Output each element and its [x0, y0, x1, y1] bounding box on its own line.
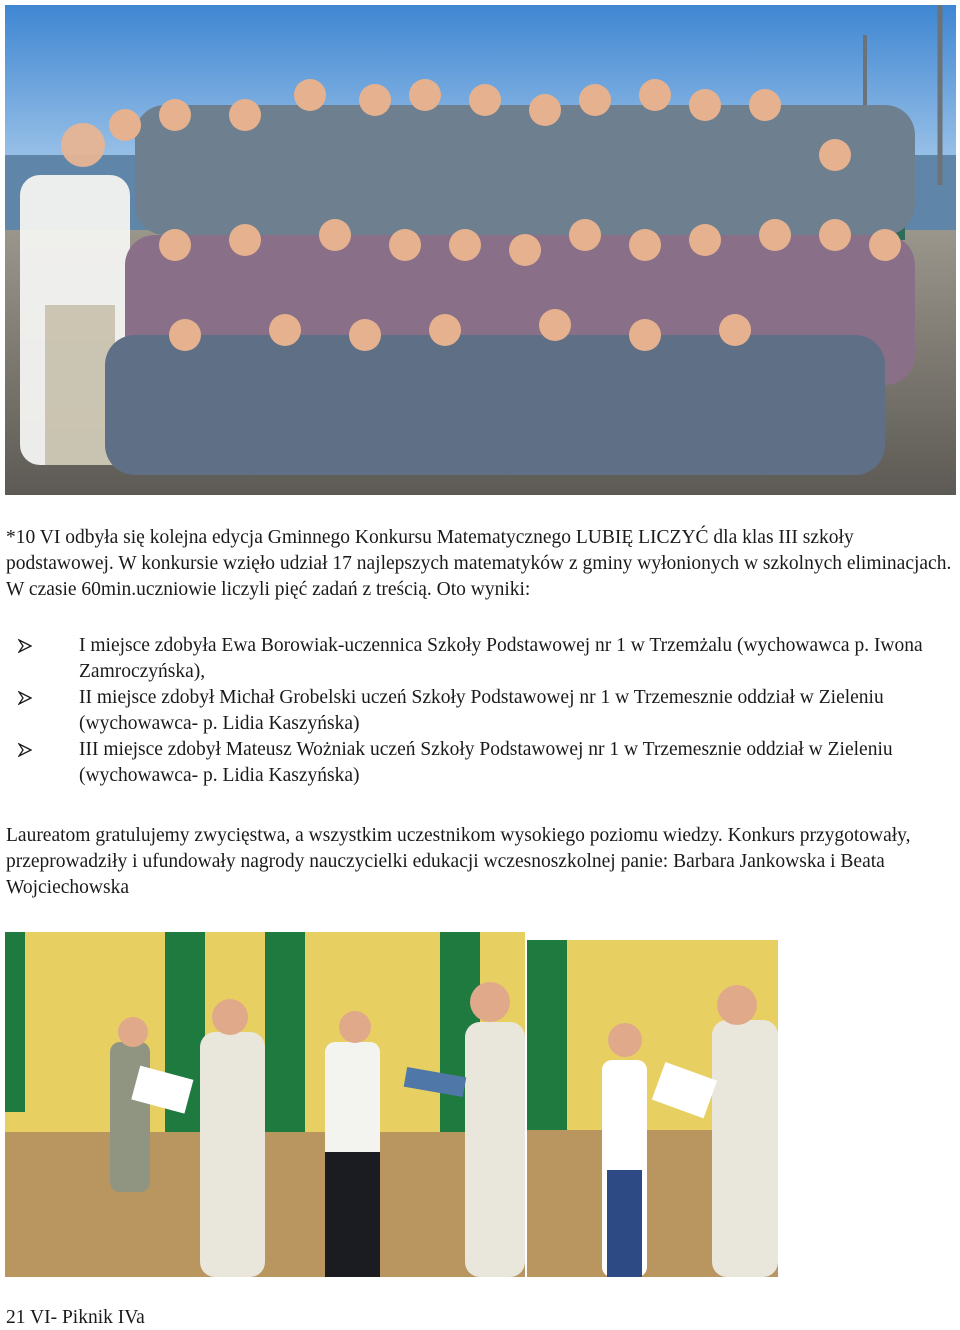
ceremony-photo-3	[527, 940, 778, 1277]
list-item	[18, 737, 954, 789]
ceremony-photo-2	[265, 932, 525, 1277]
results-list	[18, 633, 954, 789]
group-photo	[5, 5, 956, 495]
result-second-place: II miejsce zdobył Michał Grobelski uczeń Szkoły Podstawowej nr 1 w Trzemesznie oddział w Zieleniu (wychowawca- p. Lidia Kaszyńska)	[79, 687, 884, 734]
list-item	[18, 685, 954, 737]
section-heading: 21 VI- Piknik IVa	[6, 1307, 145, 1328]
arrow-bullet-icon	[18, 691, 32, 705]
intro-paragraph: *10 VI odbyła się kolejna edycja Gminnego Konkursu Matematycznego LUBIĘ LICZYĆ dla klas III szkoły podstawowej. W konkursie wzięło udział 17 najlepszych matematyków z gminy wyłonionych w szkolnych eliminacjach. W czasie 60min.uczniowie liczyli pięć zadań z treścią. Oto wyniki:	[6, 527, 952, 600]
result-third-place: III miejsce zdobył Mateusz Wożniak uczeń Szkoły Podstawowej nr 1 w Trzemesznie oddział w Zieleniu (wychowawca- p. Lidia Kaszyńska)	[79, 739, 893, 786]
ceremony-photo-1	[5, 932, 265, 1277]
arrow-bullet-icon	[18, 743, 32, 757]
closing-paragraph: Laureatom gratulujemy zwycięstwa, a wszystkim uczestnikom wysokiego poziomu wiedzy. Konkurs przygotowały, przeprowadziły i ufundowały nagrody nauczycielki edukacji wczesnoszkolnej panie: Barbara Jankowska i Beata Wojciechowska	[6, 825, 911, 898]
list-item	[18, 633, 954, 685]
result-first-place: I miejsce zdobyła Ewa Borowiak-uczennica Szkoły Podstawowej nr 1 w Trzemżalu (wychowawca p. Iwona Zamroczyńska),	[79, 635, 923, 682]
arrow-bullet-icon	[18, 639, 32, 653]
